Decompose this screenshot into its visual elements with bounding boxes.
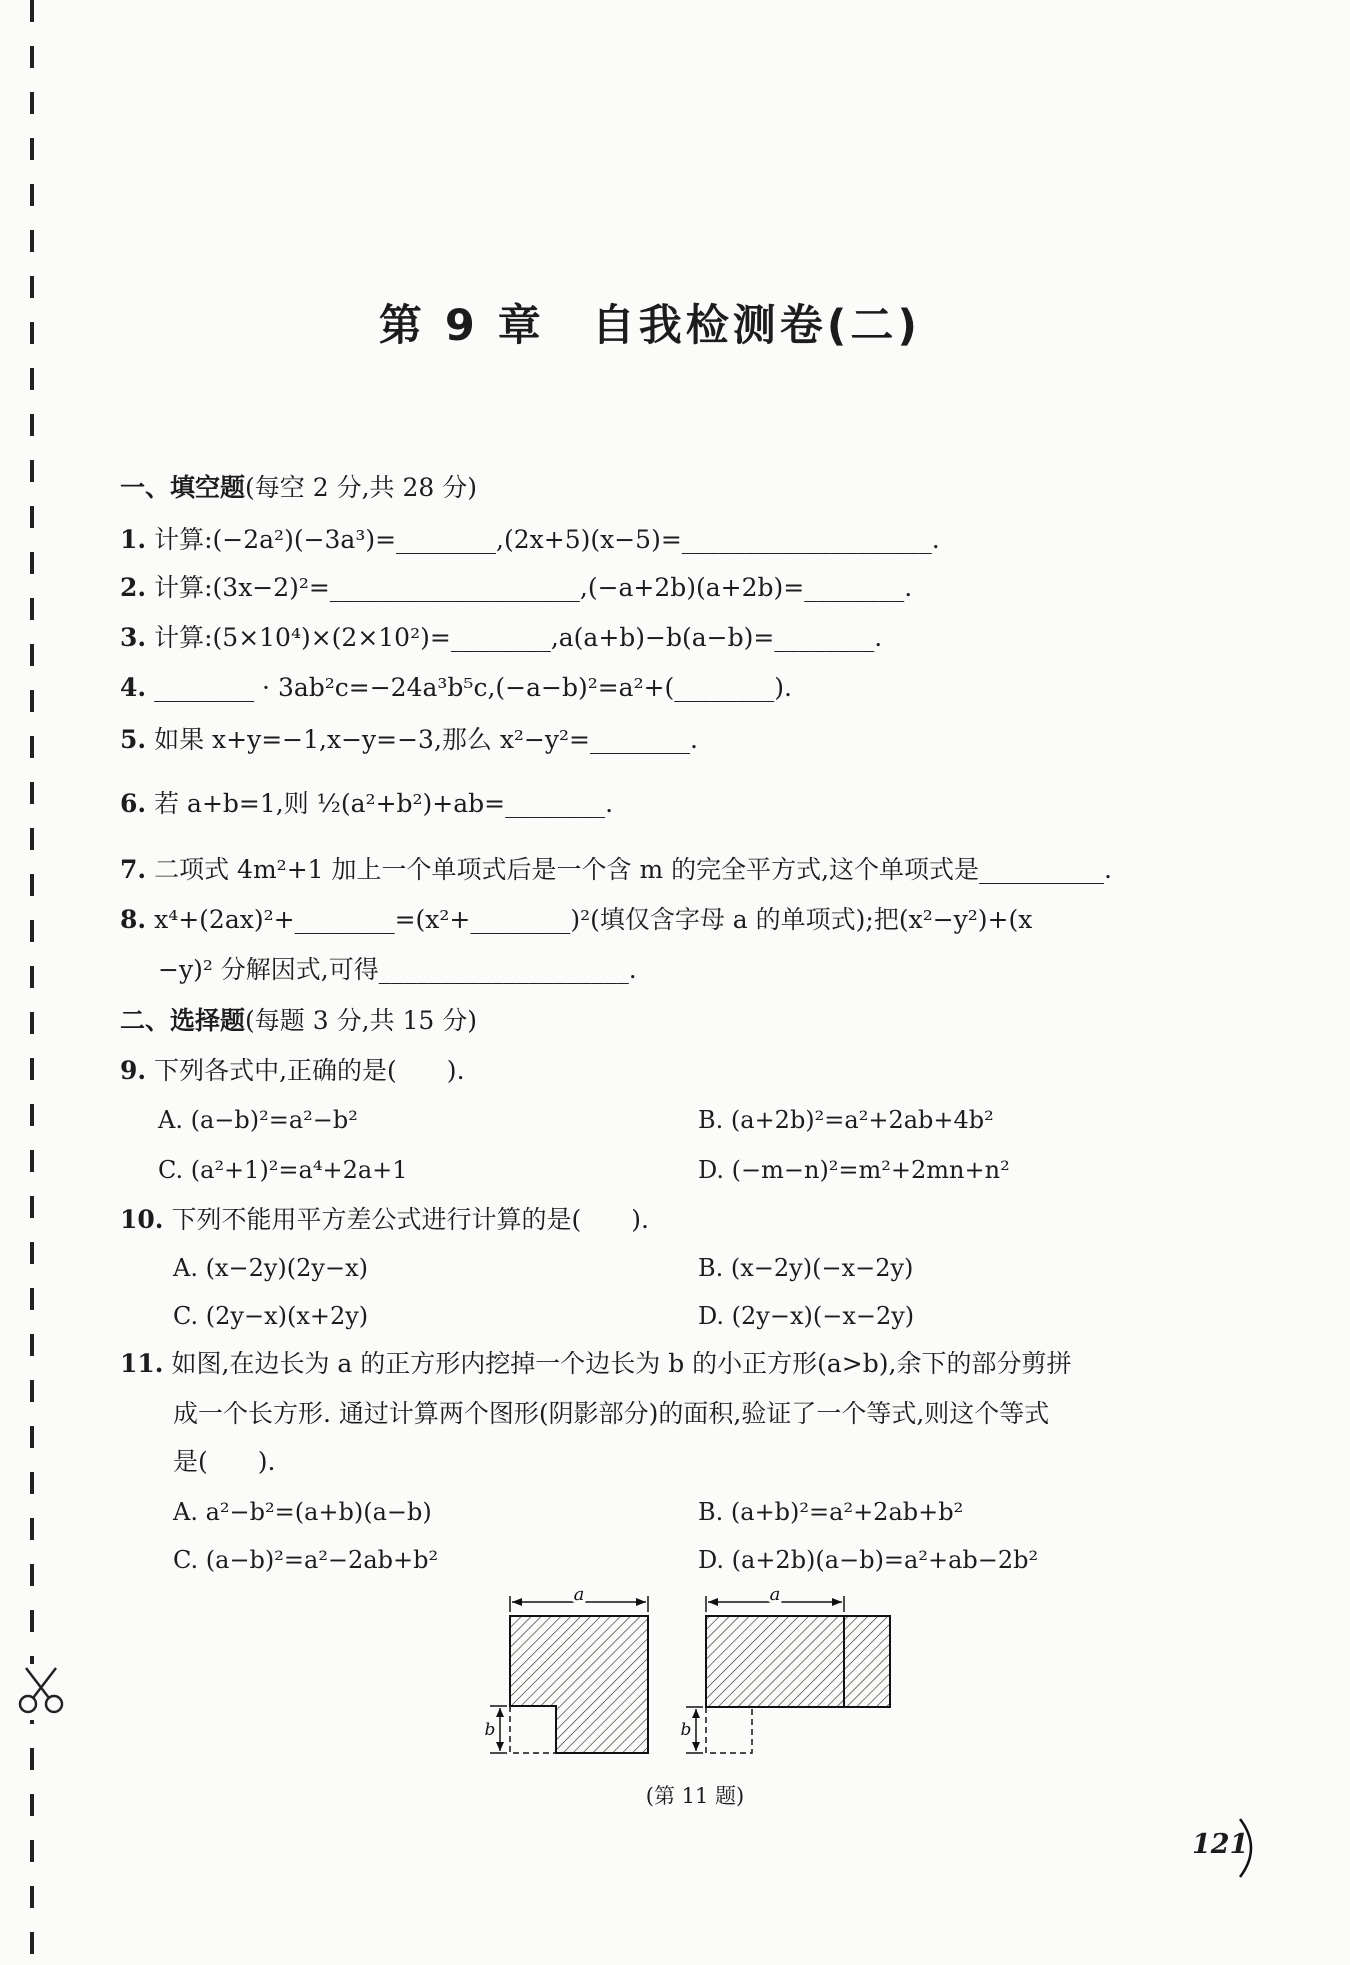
label-a-right: a	[769, 1588, 781, 1605]
question-1: 1. 计算:(−2a²)(−3a³)=________,(2x+5)(x−5)=____________________.	[120, 525, 940, 554]
question-11-cont: 成一个长方形. 通过计算两个图形(阴影部分)的面积,验证了一个等式,则这个等式	[173, 1399, 1050, 1428]
q9-option-c[interactable]: C. (a²+1)²=a⁴+2a+1	[158, 1156, 408, 1184]
q9-option-d[interactable]: D. (−m−n)²=m²+2mn+n²	[698, 1156, 1010, 1184]
question-7: 7. 二项式 4m²+1 加上一个单项式后是一个含 m 的完全平方式,这个单项式是__________.	[120, 855, 1112, 884]
q10-option-d[interactable]: D. (2y−x)(−x−2y)	[698, 1302, 915, 1330]
section-choice-heading: 二、选择题(每题 3 分,共 15 分)	[120, 1006, 477, 1035]
q9-option-b[interactable]: B. (a+2b)²=a²+2ab+4b²	[698, 1106, 994, 1134]
question-11-cont2: 是( ).	[173, 1447, 276, 1476]
square-with-hole	[485, 1588, 648, 1753]
page-title: 第 9 章 自我检测卷(二)	[378, 301, 922, 351]
page-number: 121	[1180, 1815, 1270, 1881]
q11-option-a[interactable]: A. a²−b²=(a+b)(a−b)	[173, 1498, 432, 1526]
question-9: 9. 下列各式中,正确的是( ).	[120, 1056, 465, 1085]
q10-option-c[interactable]: C. (2y−x)(x+2y)	[173, 1302, 369, 1330]
q9-option-a[interactable]: A. (a−b)²=a²−b²	[158, 1106, 358, 1134]
section-fill-heading: 一、填空题(每空 2 分,共 28 分)	[120, 473, 477, 502]
q10-option-b[interactable]: B. (x−2y)(−x−2y)	[698, 1254, 914, 1282]
question-8-cont: −y)² 分解因式,可得____________________.	[158, 955, 637, 984]
rearranged-rectangle	[681, 1588, 890, 1753]
question-5: 5. 如果 x+y=−1,x−y=−3,那么 x²−y²=________.	[120, 725, 698, 754]
label-b-right: b	[680, 1720, 692, 1740]
question-6: 6. 若 a+b=1,则 ½(a²+b²)+ab=________.	[120, 789, 614, 818]
q11-option-d[interactable]: D. (a+2b)(a−b)=a²+ab−2b²	[698, 1546, 1039, 1574]
label-a-left: a	[573, 1588, 585, 1605]
figure-q11	[480, 1588, 900, 1768]
question-3: 3. 计算:(5×10⁴)×(2×10²)=________,a(a+b)−b(a−b)=________.	[120, 623, 883, 652]
label-b-left: b	[484, 1720, 496, 1740]
question-8: 8. x⁴+(2ax)²+________=(x²+________)²(填仅含字母 a 的单项式);把(x²−y²)+(x	[120, 905, 1033, 934]
figure-caption: (第 11 题)	[645, 1784, 745, 1808]
question-11: 11. 如图,在边长为 a 的正方形内挖掉一个边长为 b 的小正方形(a>b),余下的部分剪拼	[120, 1349, 1072, 1378]
scissors-icon	[16, 1664, 66, 1720]
q10-option-a[interactable]: A. (x−2y)(2y−x)	[173, 1254, 368, 1282]
question-10: 10. 下列不能用平方差公式进行计算的是( ).	[120, 1205, 649, 1234]
question-4: 4. ________ · 3ab²c=−24a³b⁵c,(−a−b)²=a²+(________).	[120, 673, 792, 702]
q11-option-b[interactable]: B. (a+b)²=a²+2ab+b²	[698, 1498, 964, 1526]
q11-option-c[interactable]: C. (a−b)²=a²−2ab+b²	[173, 1546, 439, 1574]
question-2: 2. 计算:(3x−2)²=____________________,(−a+2b)(a+2b)=________.	[120, 573, 913, 602]
